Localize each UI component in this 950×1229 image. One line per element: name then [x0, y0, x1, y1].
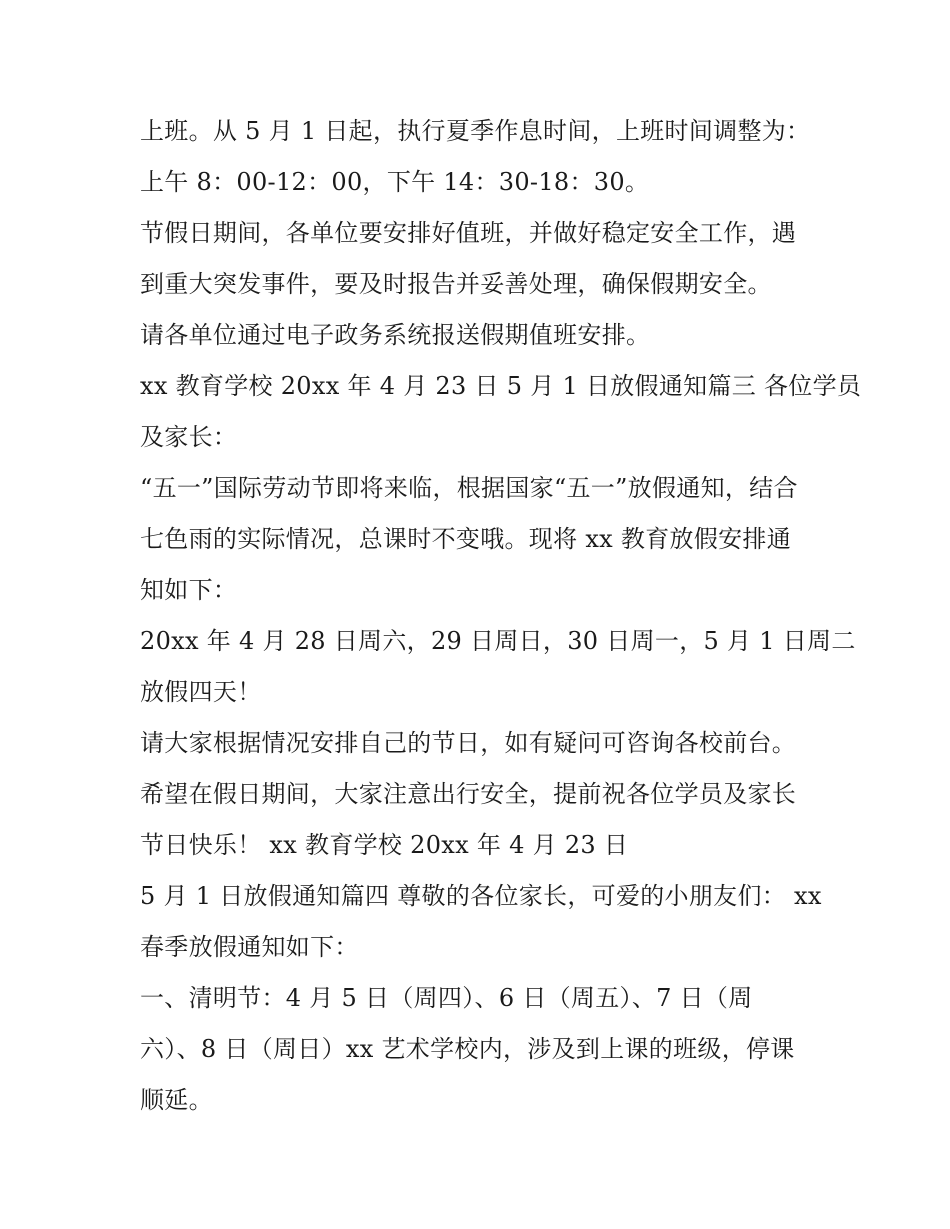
text-line: 一、清明节：4 月 5 日（周四）、6 日（周五）、7 日（周 [140, 984, 753, 1012]
text-line: 节假日期间，各单位要安排好值班，并做好稳定安全工作，遇 [140, 219, 797, 247]
text-line: 希望在假日期间，大家注意出行安全，提前祝各位学员及家长 [140, 780, 797, 808]
text-line: 5 月 1 日放假通知篇四 尊敬的各位家长，可爱的小朋友们： xx [140, 882, 822, 910]
text-line: 六）、8 日（周日）xx 艺术学校内，涉及到上课的班级，停课 [140, 1035, 795, 1063]
text-line: xx 教育学校 20xx 年 4 月 23 日 5 月 1 日放假通知篇三 各位学员 [140, 372, 862, 400]
text-line: “五一”国际劳动节即将来临，根据国家“五一”放假通知，结合 [140, 474, 798, 502]
text-line: 春季放假通知如下： [140, 933, 359, 961]
document-body [140, 106, 862, 1126]
text-line: 上午 8：00-12：00，下午 14：30-18：30。 [140, 168, 650, 196]
text-line: 放假四天！ [140, 678, 262, 706]
text-line: 请大家根据情况安排自己的节日，如有疑问可咨询各校前台。 [140, 729, 797, 757]
text-line: 上班。从 5 月 1 日起，执行夏季作息时间，上班时间调整为： [140, 117, 811, 145]
text-line: 请各单位通过电子政务系统报送假期值班安排。 [140, 321, 651, 349]
text-line: 顺延。 [140, 1086, 213, 1114]
text-line: 知如下： [140, 576, 238, 604]
text-line: 20xx 年 4 月 28 日周六，29 日周日，30 日周一，5 月 1 日周二 [140, 627, 856, 655]
text-line: 节日快乐！ xx 教育学校 20xx 年 4 月 23 日 [140, 831, 629, 859]
text-line: 及家长： [140, 423, 238, 451]
text-line: 七色雨的实际情况，总课时不变哦。现将 xx 教育放假安排通 [140, 525, 792, 553]
text-line: 到重大突发事件，要及时报告并妥善处理，确保假期安全。 [140, 270, 772, 298]
